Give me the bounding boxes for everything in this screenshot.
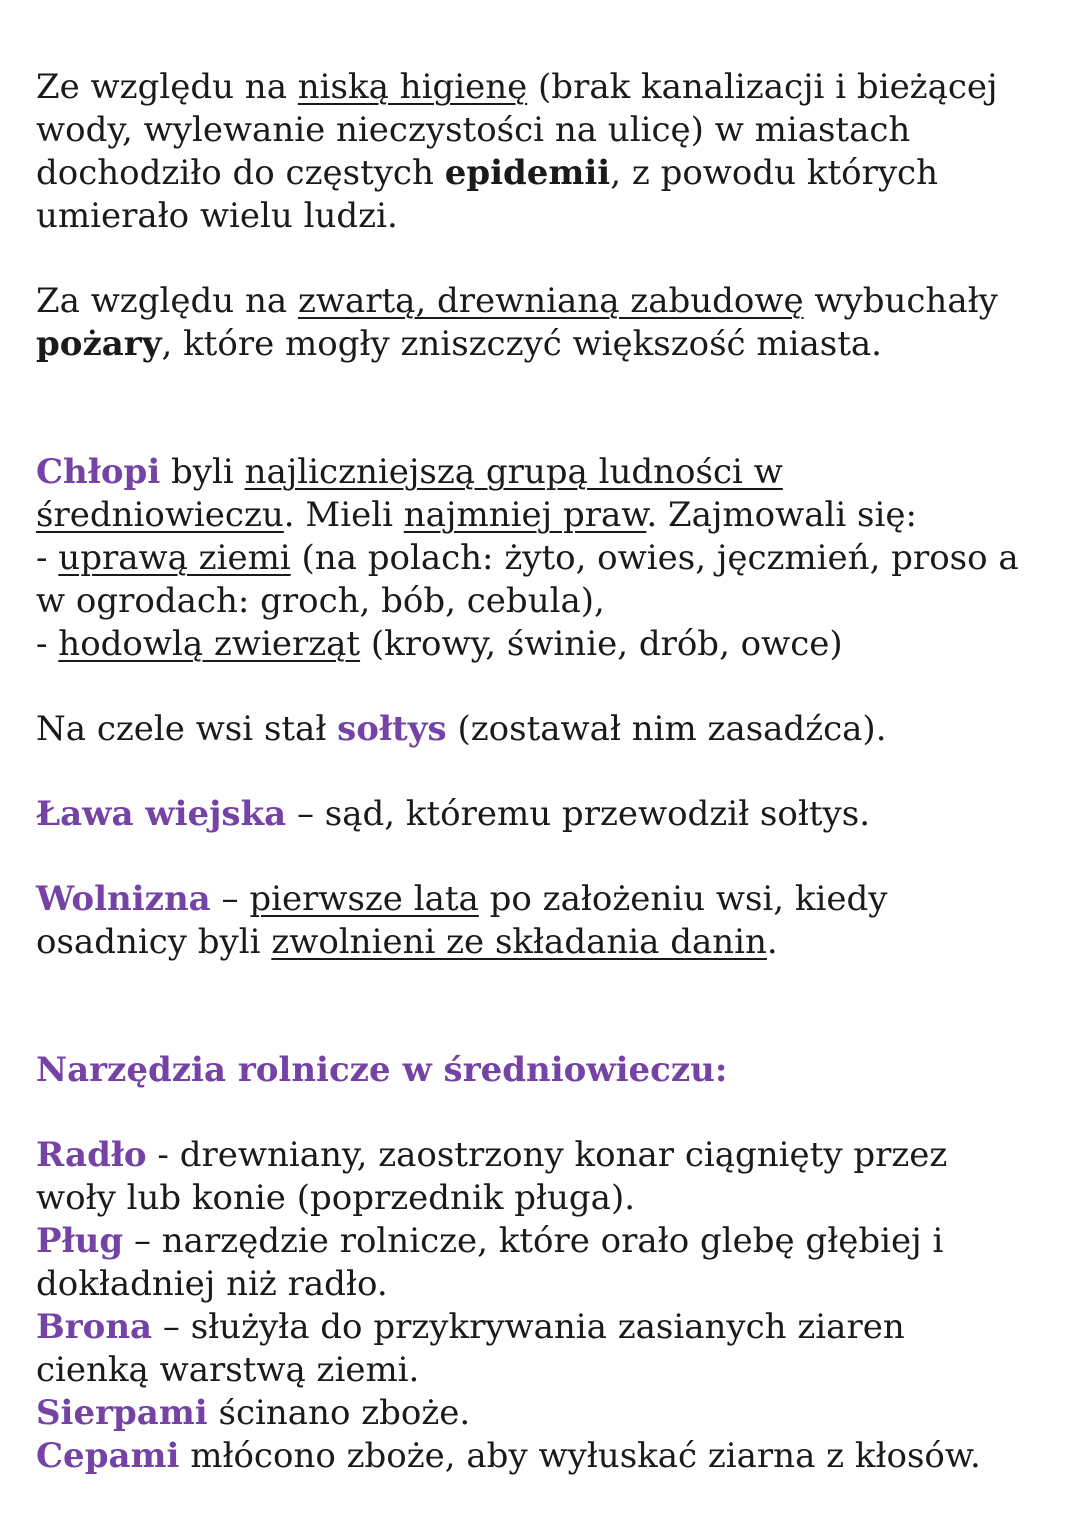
text-line: wody, wylewanie nieczystości na ulicę) w miastach — [36, 110, 911, 150]
underlined-phrase: uprawą ziemi — [58, 538, 291, 578]
text-line: umierało wielu ludzi. — [36, 196, 398, 236]
term-sierpami: Sierpami — [36, 1393, 208, 1433]
list-item: - uprawą ziemi (na polach: żyto, owies, jęczmień, proso a — [36, 538, 1019, 578]
text-line: pożary, które mogły zniszczyć większość miasta. — [36, 324, 882, 364]
text-line: dokładniej niż radło. — [36, 1264, 388, 1304]
term-chlopi: Chłopi — [36, 452, 161, 492]
term-radlo: Radło — [36, 1135, 147, 1175]
text-line: woły lub konie (poprzednik pługa). — [36, 1178, 636, 1218]
text-line: Ze względu na niską higienę (brak kanalizacji i bieżącej — [36, 67, 998, 107]
underlined-phrase: niską higienę — [297, 67, 528, 107]
text-line: cienką warstwą ziemi. — [36, 1350, 420, 1390]
underlined-phrase: zwolnieni ze składania danin — [271, 922, 767, 962]
underlined-phrase: średniowieczu — [36, 495, 284, 535]
text-line: w ogrodach: groch, bób, cebula), — [36, 581, 605, 621]
underlined-phrase: najliczniejszą grupą ludności w — [244, 452, 783, 492]
underlined-phrase: zwartą, drewnianą zabudowę — [297, 281, 804, 321]
term-soltys: sołtys — [337, 709, 447, 749]
bold-term: epidemii — [444, 153, 611, 193]
term-cepami: Cepami — [36, 1436, 180, 1476]
text-line: Brona – służyła do przykrywania zasianych ziaren — [36, 1307, 905, 1347]
text-line: Za względu na zwartą, drewnianą zabudowę wybuchały — [36, 281, 998, 321]
text-line: osadnicy byli zwolnieni ze składania danin. — [36, 922, 778, 962]
text-line: Sierpami ścinano zboże. — [36, 1393, 471, 1433]
text-line: Radło - drewniany, zaostrzony konar ciągnięty przez — [36, 1135, 948, 1175]
text-line: dochodziło do częstych epidemii, z powodu których — [36, 153, 938, 193]
bold-term: pożary — [36, 324, 162, 364]
text-line: Pług – narzędzie rolnicze, które orało glebę głębiej i — [36, 1221, 944, 1261]
text-line: Chłopi byli najliczniejszą grupą ludności w — [36, 452, 783, 492]
term-wolnizna: Wolnizna — [36, 879, 211, 919]
text-line: średniowieczu. Mieli najmniej praw. Zajmowali się: — [36, 495, 917, 535]
term-lawa-wiejska: Ława wiejska — [36, 794, 287, 834]
text-line: Ława wiejska – sąd, któremu przewodził sołtys. — [36, 794, 870, 834]
underlined-phrase: hodowlą zwierząt — [58, 624, 361, 664]
term-brona: Brona — [36, 1307, 153, 1347]
section-heading: Narzędzia rolnicze w średniowieczu: — [36, 1050, 728, 1090]
text-line: Cepami młócono zboże, aby wyłuskać ziarna z kłosów. — [36, 1436, 981, 1476]
list-item: - hodowlą zwierząt (krowy, świnie, drób, owce) — [36, 624, 843, 664]
text-line: Wolnizna – pierwsze lata po założeniu wsi, kiedy — [36, 879, 888, 919]
note-page — [36, 66, 1066, 1478]
underlined-phrase: najmniej praw — [403, 495, 647, 535]
underlined-phrase: pierwsze lata — [249, 879, 479, 919]
term-plug: Pług — [36, 1221, 124, 1261]
text-line: Na czele wsi stał sołtys (zostawał nim zasadźca). — [36, 709, 887, 749]
